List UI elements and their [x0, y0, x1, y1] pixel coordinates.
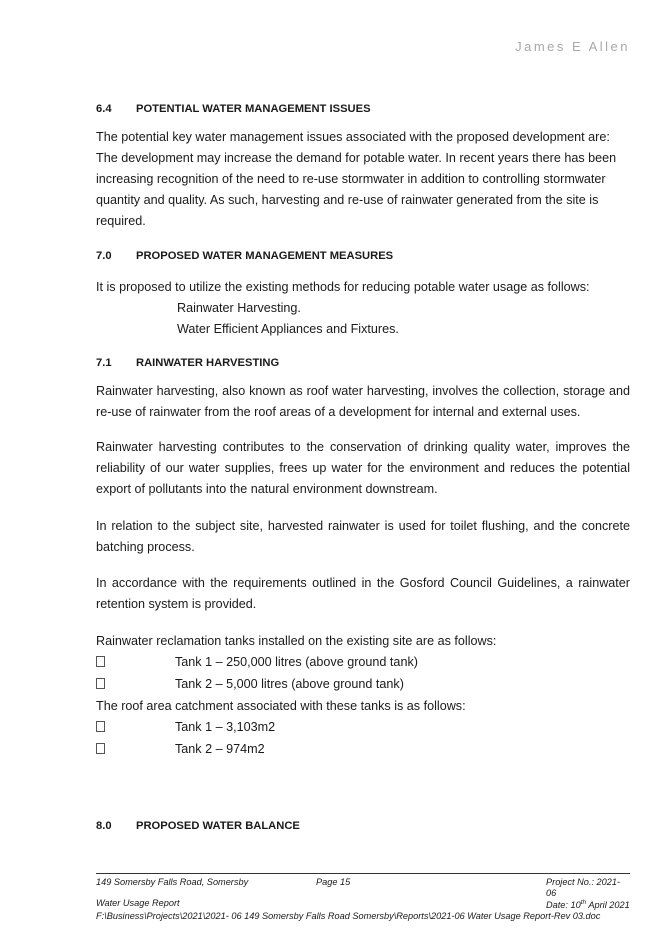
section-7-0-intro: It is proposed to utilize the existing methods for reducing potable water usage as follows:	[96, 280, 590, 294]
section-number: 8.0	[96, 820, 112, 832]
rainwater-paragraph-3: In relation to the subject site, harvested rainwater is used for toilet flushing, and the concrete batching process.	[96, 519, 630, 554]
roof-list-item	[96, 739, 265, 760]
bullet-box-icon	[96, 678, 105, 689]
measure-item: Rainwater Harvesting.	[177, 301, 301, 315]
measure-item: Water Efficient Appliances and Fixtures.	[177, 322, 399, 336]
section-8-0-heading	[96, 820, 300, 832]
section-number: 7.0	[96, 250, 112, 262]
footer-address: 149 Somersby Falls Road, Somersby	[96, 877, 249, 887]
footer-date: Date: 10th April 2021	[546, 899, 630, 911]
footer-report-name: Water Usage Report	[96, 898, 180, 908]
section-title: PROPOSED WATER MANAGEMENT MEASURES	[136, 250, 394, 262]
tank-text: Tank 2 – 5,000 litres (above ground tank)	[175, 677, 404, 691]
section-title: RAINWATER HARVESTING	[136, 357, 280, 369]
rainwater-paragraph-4: In accordance with the requirements outlined in the Gosford Council Guidelines, a rainwater retention system is provided.	[96, 576, 630, 611]
footer-file-path: F:\Business\Projects\2021\2021- 06 149 Somersby Falls Road Somersby\Reports\2021-06 Water Usage Report-Rev 03.doc	[96, 910, 601, 921]
section-6-4-heading	[96, 103, 371, 115]
section-number: 6.4	[96, 103, 112, 115]
section-title: POTENTIAL WATER MANAGEMENT ISSUES	[136, 103, 371, 115]
page-footer	[96, 873, 630, 921]
section-title: PROPOSED WATER BALANCE	[136, 820, 300, 832]
footer-page-number: Page 15	[316, 877, 351, 887]
roof-text: Tank 2 – 974m2	[175, 742, 265, 756]
bullet-box-icon	[96, 656, 105, 667]
bullet-box-icon	[96, 743, 105, 754]
section-7-1-heading	[96, 357, 279, 369]
section-number: 7.1	[96, 357, 112, 369]
footer-project-number: Project No.: 2021-06	[546, 877, 621, 898]
tank-list-item	[96, 652, 418, 673]
brand-watermark: James E Allen	[515, 39, 630, 54]
roof-list-item	[96, 717, 275, 738]
rainwater-paragraph-1: Rainwater harvesting, also known as roof water harvesting, involves the collection, storage and re-use of rainwater from the roof areas of a development for internal and external uses.	[96, 384, 630, 419]
tanks-intro: Rainwater reclamation tanks installed on the existing site are as follows:	[96, 634, 497, 648]
rainwater-paragraph-2: Rainwater harvesting contributes to the conservation of drinking quality water, improves the reliability of our water supplies, frees up water for the environment and reduces the potential export of pollutants into the natural environment downstream.	[96, 440, 630, 496]
bullet-box-icon	[96, 721, 105, 732]
section-7-0-heading	[96, 250, 393, 262]
tank-text: Tank 1 – 250,000 litres (above ground tank)	[175, 655, 418, 669]
section-6-4-paragraph: The potential key water management issues associated with the proposed development are: The development may increase the demand for potable water. In recent years there has been increasing recognition of the need to re-use stormwater in addition to controlling stormwater quantity and quality. As such, harvesting and re-use of rainwater generated from the site is required.	[96, 130, 617, 228]
roof-text: Tank 1 – 3,103m2	[175, 720, 276, 734]
roof-intro: The roof area catchment associated with these tanks is as follows:	[96, 699, 466, 713]
tank-list-item	[96, 674, 404, 695]
